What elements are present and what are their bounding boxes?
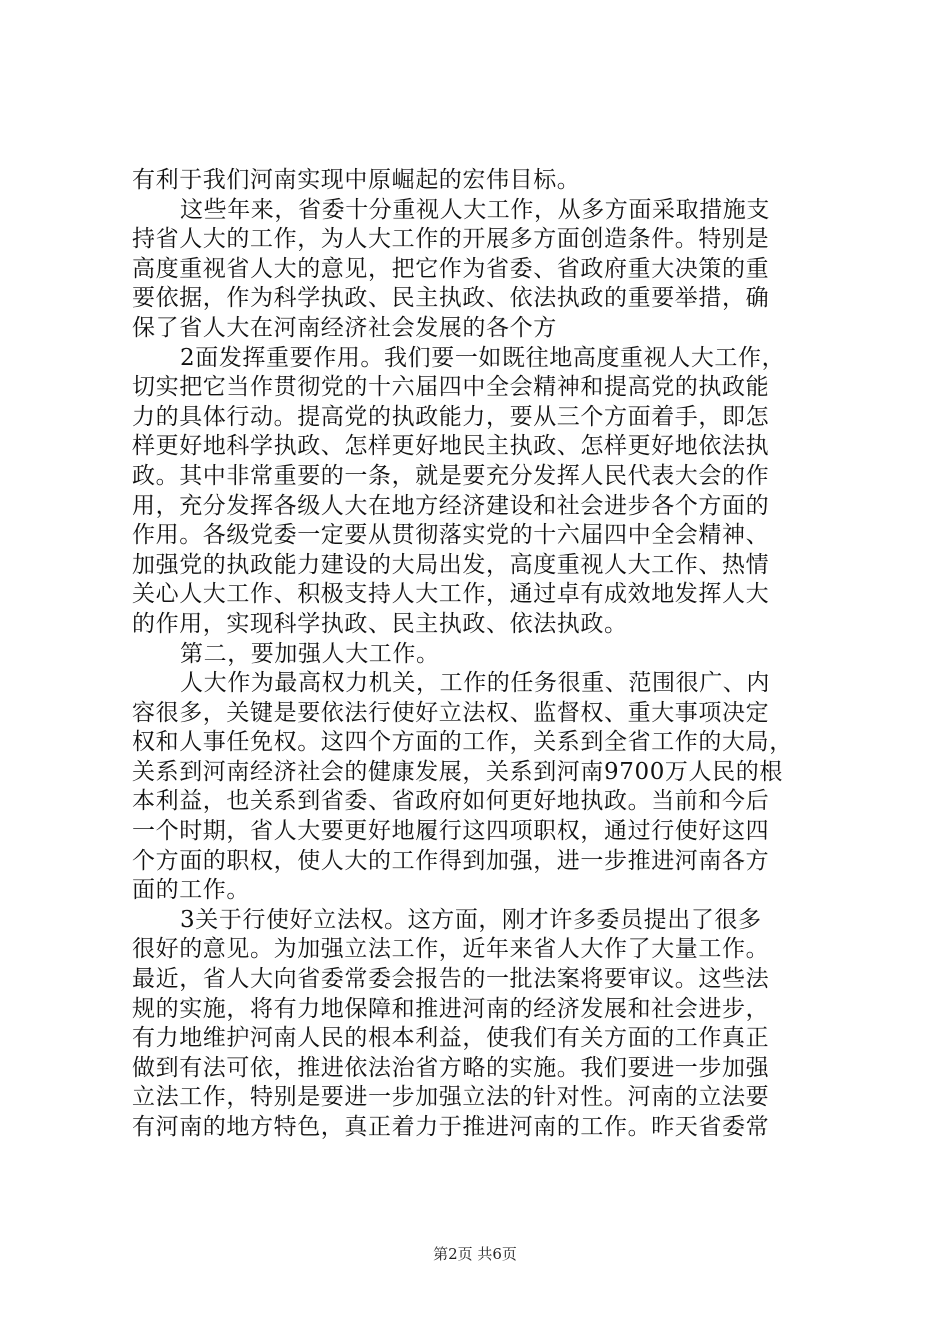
text-line: 个方面的职权，使人大的工作得到加强，进一步推进河南各方: [132, 847, 770, 874]
text-line: 3关于行使好立法权。这方面，刚才许多委员提出了很多: [180, 906, 762, 933]
text-line: 用，充分发挥各级人大在地方经济建设和社会进步各个方面的: [132, 492, 770, 519]
text-line: 高度重视省人大的意见，把它作为省委、省政府重大决策的重: [132, 255, 770, 282]
text-line: 一个时期，省人大要更好地履行这四项职权，通过行使好这四: [132, 818, 770, 845]
text-line: 的作用，实现科学执政、民主执政、依法执政。: [132, 610, 628, 637]
text-line: 权和人事任免权。这四个方面的工作，关系到全省工作的大局，: [132, 729, 793, 756]
text-line: 最近，省人大向省委常委会报告的一批法案将要审议。这些法: [132, 966, 770, 993]
text-line: 容很多，关键是要依法行使好立法权、监督权、重大事项决定: [132, 699, 770, 726]
text-line: 关心人大工作、积极支持人大工作，通过卓有成效地发挥人大: [132, 581, 770, 608]
text-line: 有河南的地方特色，真正着力于推进河南的工作。昨天省委常: [132, 1114, 770, 1140]
text-line: 保了省人大在河南经济社会发展的各个方: [132, 314, 557, 341]
text-line: 切实把它当作贯彻党的十六届四中全会精神和提高党的执政能: [132, 374, 770, 401]
text-line: 要依据，作为科学执政、民主执政、依法执政的重要举措，确: [132, 285, 770, 312]
text-line: 面的工作。: [132, 877, 250, 904]
text-line: 持省人大的工作，为人大工作的开展多方面创造条件。特别是: [132, 226, 770, 253]
body-text: [132, 166, 832, 1143]
text-line: 规的实施，将有力地保障和推进河南的经济发展和社会进步，: [132, 995, 770, 1022]
text-line: 政。其中非常重要的一条，就是要充分发挥人民代表大会的作: [132, 462, 770, 489]
text-line: 作用。各级党委一定要从贯彻落实党的十六届四中全会精神、: [132, 522, 770, 549]
text-line: 立法工作，特别是要进一步加强立法的针对性。河南的立法要: [132, 1084, 770, 1111]
text-line: 人大作为最高权力机关，工作的任务很重、范围很广、内: [180, 670, 770, 697]
page-footer: 第2页 共6页: [433, 1245, 517, 1263]
text-line: 加强党的执政能力建设的大局出发，高度重视人大工作、热情: [132, 551, 770, 578]
text-line: 有利于我们河南实现中原崛起的宏伟目标。: [132, 167, 581, 193]
text-line: 关系到河南经济社会的健康发展，关系到河南9700万人民的根: [132, 758, 783, 785]
text-line: 本利益，也关系到省委、省政府如何更好地执政。当前和今后: [132, 788, 770, 815]
text-line: 样更好地科学执政、怎样更好地民主执政、怎样更好地依法执: [132, 433, 770, 460]
text-line: 做到有法可依，推进依法治省方略的实施。我们要进一步加强: [132, 1054, 770, 1081]
text-line: 第二，要加强人大工作。: [180, 640, 440, 667]
text-line: 这些年来，省委十分重视人大工作，从多方面采取措施支: [180, 196, 770, 223]
text-line: 力的具体行动。提高党的执政能力，要从三个方面着手，即怎: [132, 403, 770, 430]
text-line: 很好的意见。为加强立法工作，近年来省人大作了大量工作。: [132, 936, 770, 963]
text-line: 2面发挥重要作用。我们要一如既往地高度重视人大工作，: [180, 344, 786, 371]
text-line: 有力地维护河南人民的根本利益，使我们有关方面的工作真正: [132, 1025, 770, 1052]
